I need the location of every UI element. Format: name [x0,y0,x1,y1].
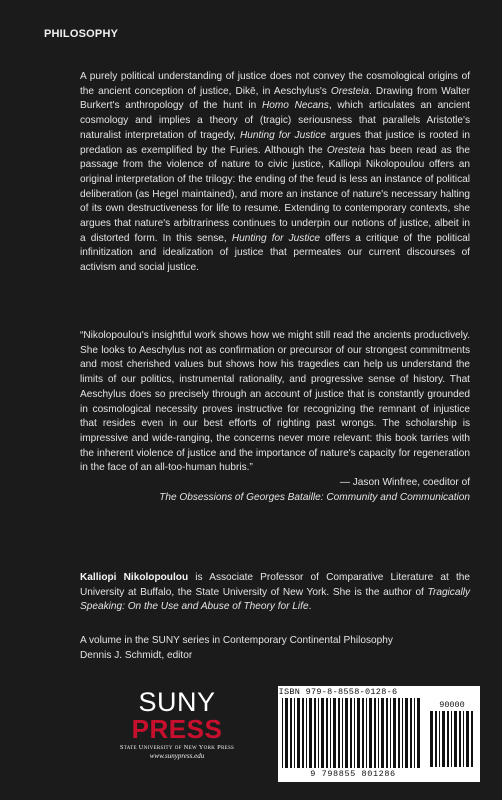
blurb-text-run: A purely political understanding of justice does not convey the cosmological origins of the ancient conception of justice, Dikē, in Aeschylus's [80,71,470,97]
blurb-text-run: . Drawing from Walter Burkert's anthropology of the hunt in [80,85,470,112]
ean-digits: 9 798855 801286 [310,769,396,779]
isbn-barcode [278,686,480,782]
barcode-bar [381,698,384,768]
price-code: 90000 [439,700,465,710]
barcode-bars-main [282,698,424,768]
barcode-bar [350,698,352,768]
barcode-bar [357,698,360,768]
barcode-bar [459,711,461,767]
blurb-text-run: , which articulates an ancient cosmology and implies a theory of (tragic) seriousness that parallels Aristotle's naturalist interpretation of tragedy, [80,100,470,141]
barcode-bar [330,698,331,768]
barcode-bar [342,698,343,768]
blurb-title-italic: Oresteia [326,144,365,156]
barcode-bar [471,711,473,767]
barcode-bar [362,698,364,768]
barcode-bar [314,698,316,768]
barcode-bar [326,698,328,768]
author-bio-text: is Associate Professor of Comparative Literature at the University at Buffalo, the State University of New York. She is the author of [80,572,471,598]
barcode-bar [442,711,445,767]
barcode-bar [463,711,464,767]
logo-suny-text: SUNY [138,687,216,717]
author-bio-end: . [308,601,312,613]
blurb-title-italic: Hunting for Justice [231,232,321,244]
quote-attribution [80,476,470,505]
blurb-text-run: has been read as the passage from the violence of nature to civic justice, Kalliopi Nikolopoulou offers an original interpretation of the trilogy: the ending of the feud is less an instance of political deliberation (as Hegel maintained), and more an instance of nature's necessary halting of its own destructiveness for life to resume. Extending to contemporary contexts, she argues that nature's arbitrariness continues to underpin our notions of justice, albeit in a distorted form. In this sense, [80,144,470,244]
barcode-bar [378,698,379,768]
barcode-bar [306,698,307,768]
publisher-name: State University of New York Press [119,744,235,751]
barcode-bar [447,711,449,767]
barcode-bar [430,711,433,767]
series-editor: Dennis J. Schmidt, editor [80,649,193,661]
isbn-label: ISBN 979-8-8558-0128-6 [278,687,398,697]
barcode-bar [282,698,283,768]
barcode-bar [290,698,292,768]
barcode-bar [390,698,391,768]
barcode-bar [414,698,415,768]
barcode-bar [454,711,457,767]
author-previous-book: Tragically Speaking: On the Use and Abuse of Theory for Life [80,586,470,613]
barcode-bar [333,698,336,768]
barcode-bar [366,698,367,768]
series-info [80,634,470,663]
barcode-bar [285,698,288,768]
barcode-bar [369,698,372,768]
quote-attribution-work: The Obsessions of Georges Bataille: Community and Communication [159,491,470,503]
publisher-url: www.sunypress.edu [149,752,205,760]
endorsement-quote [80,329,470,505]
quote-text: “Nikolopoulou's insightful work shows how we might still read the ancients productively. She looks to Aeschylus not as confirmation or precursor of our strongest commitments and most cherished values but shows how his tragedies can help us understand the limits of our politics, instrumental rationality, and progressive sense of history. That Aeschylus does so precisely through an account of justice that is constantly grounded in cosmological necessity proves instructive for recognizing the remnant of injustice that resides even in our best efforts of righting past wrongs. The scholarship is impressive and wide-ranging, the concerns never more relevant: this book tarries with the inherent violence of justice and the importance of nature's capacity for regeneration in the face of an all-too-human hubris.” [80,330,470,474]
barcode-bar [417,698,420,768]
author-name: Kalliopi Nikolopoulou [80,572,189,583]
blurb-title-italic: Hunting for Justice [239,129,326,141]
barcode-bar [451,711,452,767]
blurb-text-run: argues that justice is rooted in predation as exemplified by the Furies. Although the [80,129,470,156]
quote-attribution-name: — Jason Winfree, coeditor of [339,477,470,489]
publisher-logo [117,688,237,760]
barcode-bar [466,711,469,767]
barcode-bar [297,698,300,768]
barcode-bar [410,698,412,768]
barcode-bar [354,698,355,768]
barcode-bar [302,698,304,768]
barcode-bar [321,698,324,768]
blurb-paragraph [80,70,470,276]
barcode-bar [393,698,396,768]
blurb-title-italic: Oresteia [330,85,370,97]
barcode-bars-addon [430,711,474,767]
barcode-bar [294,698,295,768]
barcode-bar [402,698,403,768]
barcode-bar [318,698,319,768]
blurb-text-run: offers a critique of the political infinitization and idealization of justice that permeates our current discourses of activism and social justice. [80,232,470,274]
barcode-bar [345,698,348,768]
barcode-bar [405,698,408,768]
author-bio [80,571,470,615]
barcode-bar [435,711,437,767]
barcode-bar [398,698,400,768]
barcode-bar [386,698,388,768]
barcode-bar [439,711,440,767]
series-line: A volume in the SUNY series in Contemporary Continental Philosophy [80,635,393,646]
barcode-bar [338,698,340,768]
description-blurb [80,70,470,276]
barcode-bar [374,698,376,768]
logo-press-text: PRESS [131,714,223,744]
barcode-bar [309,698,312,768]
category-label: PHILOSOPHY [44,28,119,40]
blurb-title-italic: Homo Necans [261,100,329,112]
